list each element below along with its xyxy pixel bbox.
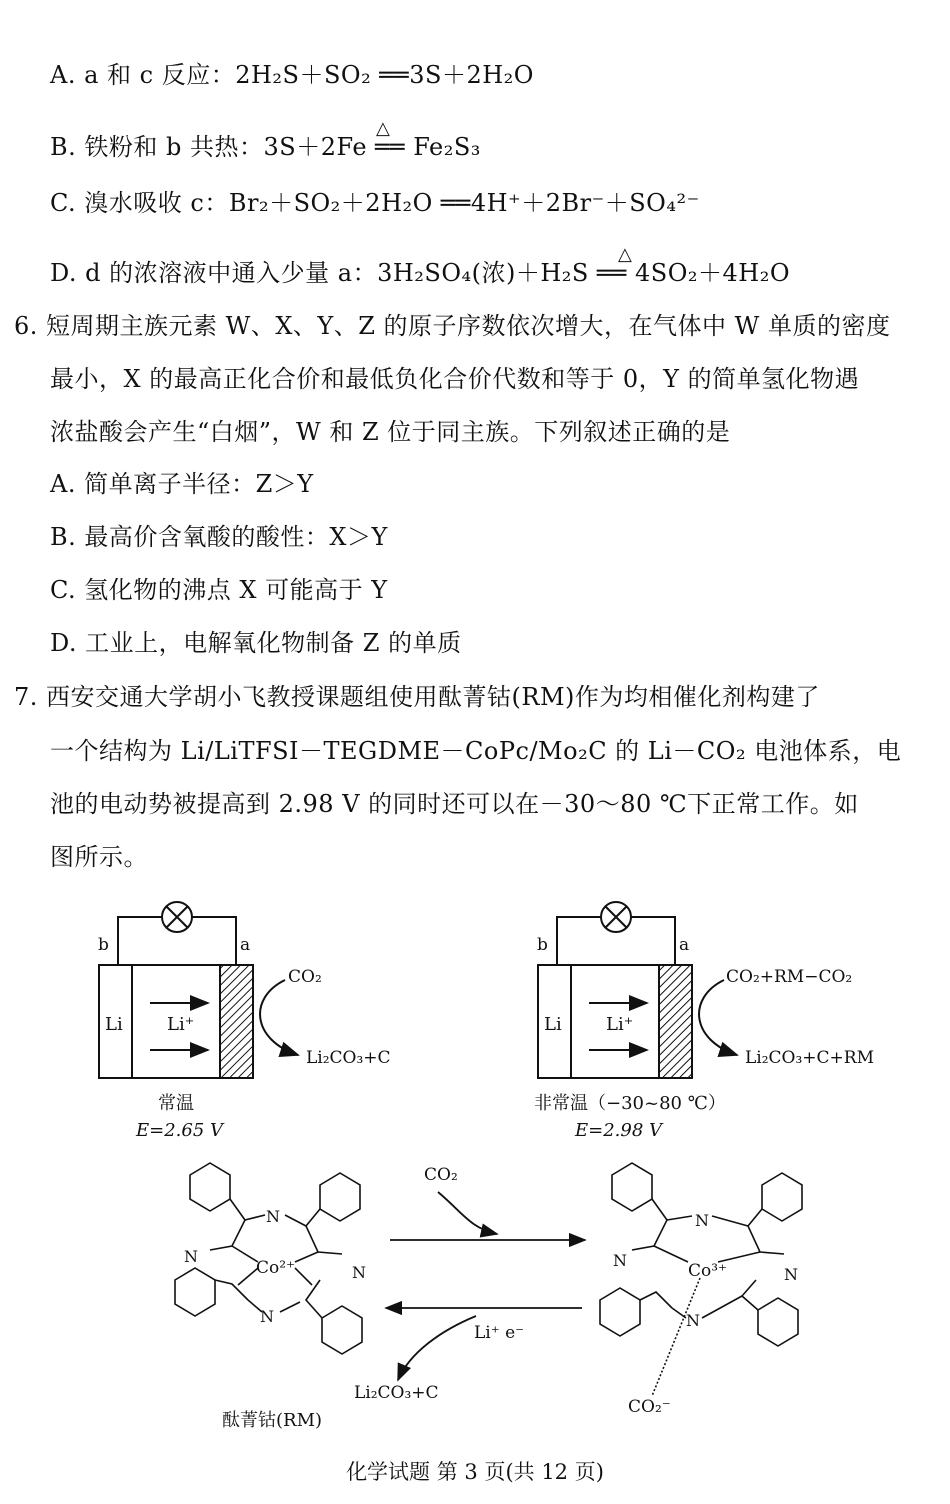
q6-option-c: C. 氢化物的沸点 X 可能高于 Y bbox=[50, 576, 388, 604]
battery-cell-right bbox=[538, 902, 737, 1078]
rm-left-n-bottom: N bbox=[260, 1307, 274, 1326]
rm-right-n-top: N bbox=[695, 1211, 709, 1230]
right-li: Li bbox=[544, 1014, 562, 1035]
left-caption: 常温 bbox=[158, 1093, 194, 1114]
left-label-b: b bbox=[98, 935, 109, 955]
rm-label: 酞菁钴(RM) bbox=[222, 1410, 323, 1431]
cycle-product: Li₂CO₃+C bbox=[354, 1383, 439, 1403]
rm-right-n-left: N bbox=[613, 1251, 627, 1270]
right-co2: CO₂+RM−CO₂ bbox=[726, 967, 853, 987]
q7-line-3: 池的电动势被提高到 2.98 V 的同时还可以在－30～80 ℃下正常工作。如 bbox=[50, 790, 859, 818]
right-label-b: b bbox=[537, 935, 548, 955]
rm-right-co: Co³⁺ bbox=[688, 1261, 728, 1281]
right-emf: E=2.98 V bbox=[575, 1120, 663, 1141]
page-footer: 化学试题 第 3 页(共 12 页) bbox=[346, 1460, 604, 1484]
q7-line-4: 图所示。 bbox=[50, 843, 148, 871]
rm-left-n-left: N bbox=[184, 1247, 198, 1266]
q5-option-a: A. a 和 c 反应：2H₂S＋SO₂ ══3S＋2H₂O bbox=[50, 61, 534, 89]
rm-left-n-top: N bbox=[266, 1207, 280, 1226]
q6-line-2: 最小，X 的最高正化合价和最低负化合价代数和等于 0，Y 的简单氢化物遇 bbox=[50, 365, 860, 393]
right-label-a: a bbox=[679, 935, 690, 955]
rm-right-n-right: N bbox=[784, 1265, 798, 1284]
q6-line-1: 6. 短周期主族元素 W、X、Y、Z 的原子序数依次增大，在气体中 W 单质的密度 bbox=[14, 312, 891, 340]
rm-right-n-bottom: N bbox=[686, 1311, 700, 1330]
q5-option-d: D. d 的浓溶液中通入少量 a：3H₂SO₄(浓)＋H₂S ══ 4SO₂＋4H₂O bbox=[50, 259, 791, 287]
heat-symbol-b: △ bbox=[376, 118, 391, 139]
rm-left-n-right: N bbox=[352, 1263, 366, 1282]
q6-line-3: 浓盐酸会产生“白烟”，W 和 Z 位于同主族。下列叙述正确的是 bbox=[50, 418, 731, 446]
q5-option-b: B. 铁粉和 b 共热：3S＋2Fe ══ Fe₂S₃ bbox=[50, 133, 481, 161]
right-caption: 非常温（−30~80 ℃） bbox=[534, 1093, 726, 1114]
left-product: Li₂CO₃+C bbox=[306, 1048, 391, 1068]
right-li-ion: Li⁺ bbox=[606, 1014, 634, 1035]
battery-cell-left bbox=[99, 902, 298, 1078]
q7-line-2: 一个结构为 Li/LiTFSI－TEGDME－CoPc/Mo₂C 的 Li－CO₂ 电池体系，电 bbox=[50, 737, 902, 765]
left-li: Li bbox=[105, 1014, 123, 1035]
heat-symbol-d: △ bbox=[618, 244, 633, 265]
left-li-ion: Li⁺ bbox=[167, 1014, 195, 1035]
right-product: Li₂CO₃+C+RM bbox=[745, 1048, 875, 1068]
left-emf: E=2.65 V bbox=[136, 1120, 224, 1141]
q6-option-d: D. 工业上，电解氧化物制备 Z 的单质 bbox=[50, 629, 462, 657]
left-label-a: a bbox=[240, 935, 251, 955]
left-co2: CO₂ bbox=[288, 967, 322, 987]
cycle-li-e: Li⁺ e⁻ bbox=[474, 1323, 525, 1343]
cycle-arrows bbox=[386, 1192, 585, 1380]
q7-line-1: 7. 西安交通大学胡小飞教授课题组使用酞菁钴(RM)作为均相催化剂构建了 bbox=[14, 683, 820, 711]
cycle-co2-in: CO₂ bbox=[424, 1165, 458, 1185]
q6-option-b: B. 最高价含氧酸的酸性：X＞Y bbox=[50, 523, 388, 551]
rm-right-co2-bound: CO₂⁻ bbox=[628, 1397, 671, 1417]
q6-option-a: A. 简单离子半径：Z＞Y bbox=[50, 470, 314, 498]
rm-left-co: Co²⁺ bbox=[256, 1258, 296, 1278]
q5-option-c: C. 溴水吸收 c：Br₂＋SO₂＋2H₂O ══4H⁺＋2Br⁻＋SO₄²⁻ bbox=[50, 189, 700, 217]
